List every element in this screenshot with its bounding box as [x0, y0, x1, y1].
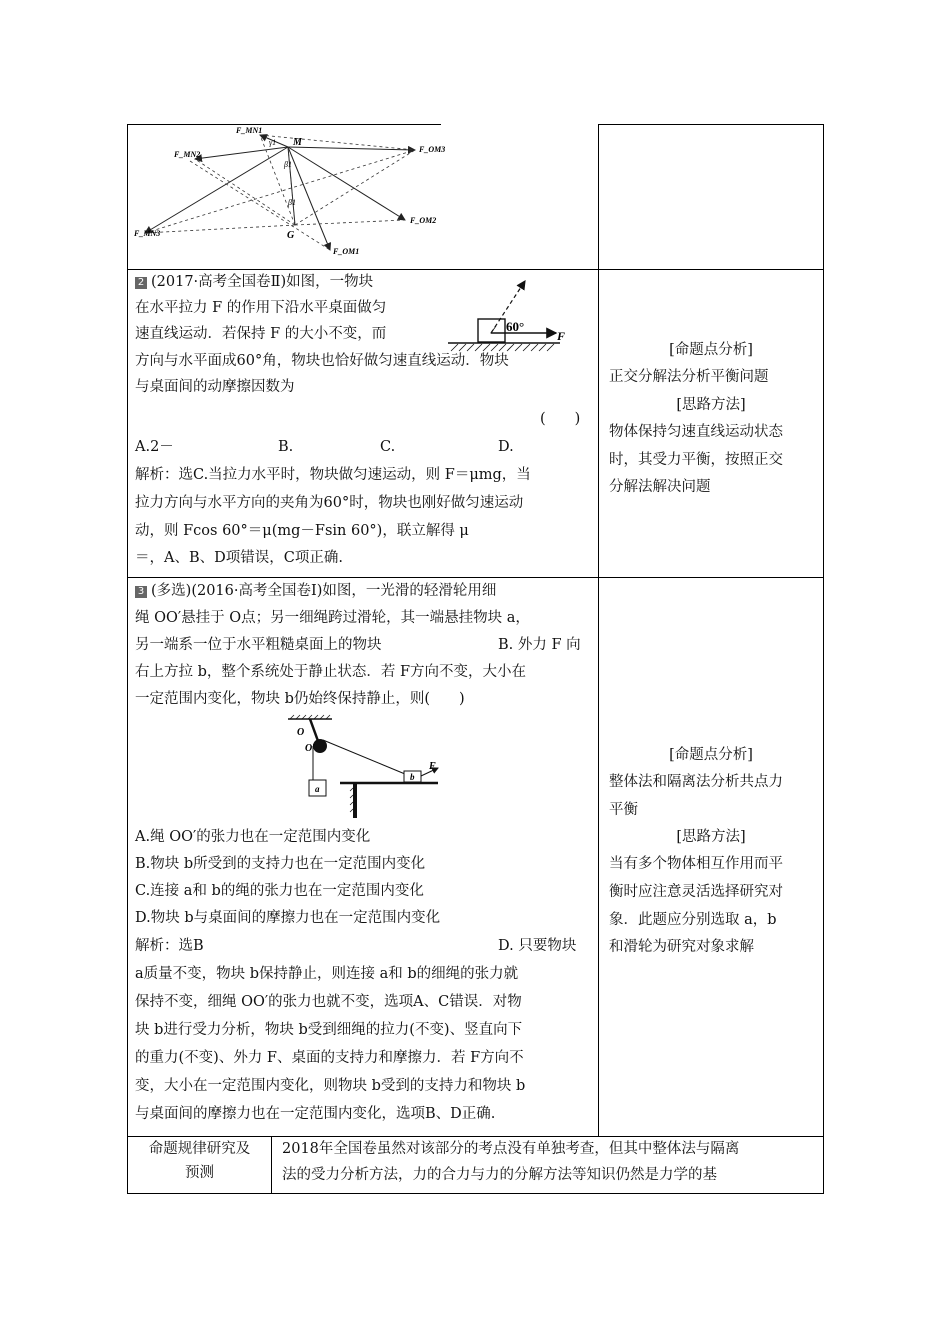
q2-line-1: 2 (2017·高考全国卷Ⅱ)如图，一物块 [135, 271, 373, 293]
label-gamma1: γ1 [269, 138, 277, 147]
q3-analysis-4: 的重力(不变)、外力 F、桌面的支持力和摩擦力．若 F方向不 [135, 1050, 524, 1066]
q3-right-text-2a: 当有多个物体相互作用而平 [609, 856, 783, 872]
q3-line-3: 另一端系一位于水平粗糙桌面上的物块 [135, 637, 382, 653]
footer-label-2: 预测 [185, 1165, 214, 1181]
q3-line-2: 绳 OO′悬挂于 O点；另一细绳跨过滑轮，其一端悬挂物块 a， [135, 610, 530, 626]
label-fmn1: F_MN1 [236, 126, 263, 135]
q3-option-d: D.物块 b与桌面间的摩擦力也在一定范围内变化 [135, 910, 441, 926]
table-right-border [823, 124, 824, 1194]
q2-option-c: C. [380, 439, 396, 455]
q2-line-3: 速直线运动．若保持 F 的大小不变，而 [135, 326, 387, 342]
q2-answer-paren: ( ) [540, 411, 581, 427]
label-g: G [287, 230, 295, 241]
q3-right-text-2b: 衡时应注意灵活选择研究对 [609, 884, 783, 900]
question-number-badge: 2 [135, 277, 147, 289]
q3-line-4: 右上方拉 b，整个系统处于静止状态．若 F方向不变，大小在 [135, 664, 527, 680]
q3-option-a: A.绳 OO′的张力也在一定范围内变化 [135, 829, 371, 845]
footer-text-1: 2018年全国卷虽然对该部分的考点没有单独考查，但其中整体法与隔离 [282, 1141, 740, 1157]
q2-line-4: 方向与水平面成60°角，物块也恰好做匀速直线运动．物块 [135, 353, 509, 369]
q2-option-a: A.2－ [135, 439, 174, 455]
q3-analysis-first-tail: D. 只要物块 [498, 938, 577, 954]
footer-text-2: 法的受力分析方法，力的合力与力的分解方法等知识仍然是力学的基 [282, 1167, 717, 1183]
label-fmn2: F_MN2 [174, 150, 201, 159]
label-o: O [297, 727, 305, 738]
q2-option-b: B. [278, 439, 294, 455]
q2-right-heading-2: [思路方法] [676, 397, 746, 413]
q3-analysis-2: 保持不变，细绳 OO′的张力也就不变，选项A、C错误．对物 [135, 994, 522, 1010]
table-bottom-border [127, 1193, 824, 1194]
q3-analysis-6: 与桌面间的摩擦力也在一定范围内变化，选项B、D正确. [135, 1106, 496, 1122]
q3-option-c: C.连接 a和 b的绳的张力也在一定范围内变化 [135, 883, 424, 899]
q3-right-heading-1: [命题点分析] [669, 747, 753, 763]
q3-line-1: 3 (多选)(2016·高考全国卷Ⅰ)如图，一光滑的轻滑轮用细 [135, 580, 496, 602]
row-divider-3 [127, 1136, 824, 1137]
pulley-system-figure [280, 713, 450, 823]
q2-right-text-2c: 分解法解决问题 [609, 479, 711, 495]
label-o-prime: O′ [305, 743, 316, 754]
q3-option-b: B.物块 b所受到的支持力也在一定范围内变化 [135, 856, 426, 872]
q3-right-text-1b: 平衡 [609, 802, 638, 818]
q3-line-5: 一定范围内变化，物块 b仍始终保持静止，则( ) [135, 691, 465, 707]
footer-label-1: 命题规律研究及 [148, 1141, 251, 1157]
q2-line-5: 与桌面间的动摩擦因数为 [135, 379, 295, 395]
row-divider-2 [127, 577, 824, 578]
label-fom3: F_OM3 [419, 145, 446, 154]
q2-right-text-1: 正交分解法分析平衡问题 [609, 369, 769, 385]
question-number-badge: 3 [135, 586, 147, 598]
q2-right-heading-1: [命题点分析] [669, 342, 753, 358]
q3-right-text-1a: 整体法和隔离法分析共点力 [609, 774, 783, 790]
block-force-figure [445, 275, 575, 357]
label-beta1-bottom: β1 [288, 198, 296, 207]
q3-analysis-1: a质量不变，物块 b保持静止，则连接 a和 b的细绳的张力就 [135, 966, 519, 982]
q2-analysis-2: 拉力方向与水平方向的夹角为60°时，物块也刚好做匀速运动 [135, 495, 524, 511]
q2-line-2: 在水平拉力 F 的作用下沿水平桌面做匀 [135, 300, 387, 316]
q2-option-d: D. [498, 439, 514, 455]
label-beta1-top: β1 [284, 160, 292, 169]
table-left-border [127, 124, 128, 1194]
q2-analysis-1: 解析：选C.当拉力水平时，物块做匀速运动，则 F＝μmg，当 [135, 467, 531, 483]
table-col-divider [598, 124, 599, 1136]
row-divider-1 [127, 269, 824, 270]
label-block-a: a [315, 784, 320, 794]
label-fmn3: F_MN3 [134, 229, 161, 238]
q2-analysis-3: 动，则 Fcos 60°＝μ(mg－Fsin 60°)，联立解得 μ [135, 523, 469, 539]
force-label: F [557, 329, 566, 343]
q3-analysis-3: 块 b进行受力分析，物块 b受到细绳的拉力(不变)、竖直向下 [135, 1022, 523, 1038]
q3-right-heading-2: [思路方法] [676, 829, 746, 845]
q3-line-3-tail: B. 外力 F 向 [498, 637, 581, 653]
q3-analysis-5: 变，大小在一定范围内变化，则物块 b受到的支持力和物块 b [135, 1078, 526, 1094]
table-top-right-border [598, 124, 824, 125]
q3-analysis-first: 解析：选B [135, 938, 204, 954]
label-fom2: F_OM2 [410, 216, 437, 225]
force-vector-diagram [130, 125, 460, 265]
label-m: M [293, 137, 302, 148]
q3-right-text-2d: 和滑轮为研究对象求解 [609, 939, 754, 955]
label-block-b: b [410, 772, 415, 782]
q2-analysis-4: ＝，A、B、D项错误，C项正确. [135, 550, 343, 566]
q3-right-text-2c: 象．此题应分别选取 a，b [609, 912, 777, 928]
footer-col-divider [271, 1136, 272, 1194]
label-force-f: F [429, 761, 436, 772]
label-fom1: F_OM1 [333, 247, 360, 256]
angle-label: 60° [506, 319, 525, 334]
q2-right-text-2b: 时，其受力平衡，按照正交 [609, 452, 783, 468]
q2-right-text-2a: 物体保持匀速直线运动状态 [609, 424, 783, 440]
